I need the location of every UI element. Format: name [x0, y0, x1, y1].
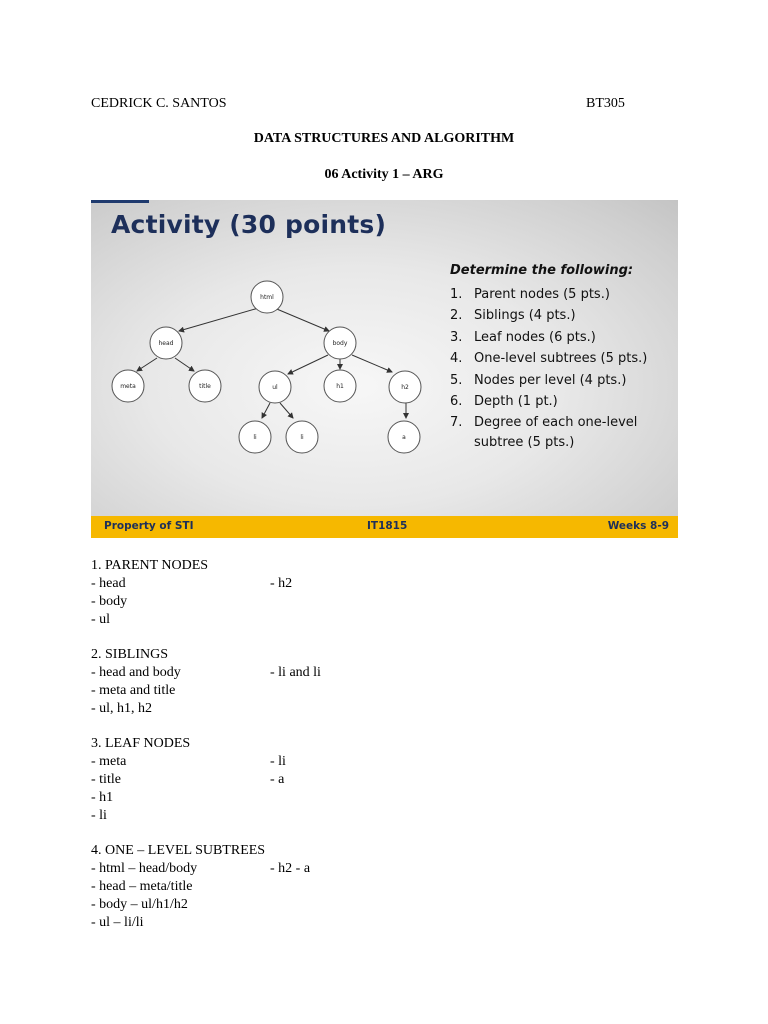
answer-item: - meta — [91, 754, 127, 769]
question-number: 1. — [450, 287, 463, 302]
answer-item: - h2 — [270, 576, 293, 591]
tree-label-h1: h1 — [336, 383, 344, 390]
answer-item: - ul — [91, 612, 111, 627]
answer-item: - a — [270, 772, 285, 787]
tree-label-ul: ul — [272, 384, 278, 391]
slide-footer — [91, 516, 678, 538]
answer-item: - head – meta/title — [91, 879, 193, 894]
tree-label-meta: meta — [120, 383, 136, 390]
question-text: Leaf nodes (6 pts.) — [474, 329, 596, 345]
question-text: Nodes per level (4 pts.) — [474, 372, 627, 388]
answer-item: - body – ul/h1/h2 — [91, 897, 188, 912]
question-text: Depth (1 pt.) — [474, 393, 558, 409]
activity-slide — [91, 200, 678, 538]
answer-item: - body — [91, 594, 128, 609]
answer-item: - li — [91, 808, 107, 823]
answer-item: - head — [91, 576, 126, 591]
question-item — [450, 348, 647, 369]
section-code: BT305 — [586, 96, 625, 111]
edge-body-h2 — [352, 355, 392, 372]
footer-course-code: IT1815 — [367, 520, 408, 532]
student-name: CEDRICK C. SANTOS — [91, 96, 227, 111]
question-item — [450, 327, 647, 348]
answer-item: - head and body — [91, 665, 181, 680]
question-item — [450, 391, 647, 412]
activity-title: 06 Activity 1 – ARG — [324, 167, 444, 182]
edge-head-meta — [137, 358, 157, 371]
question-heading: Determine the following: — [450, 263, 634, 278]
question-item — [450, 305, 647, 326]
question-number: 4. — [450, 351, 463, 367]
section-leaf-nodes-heading: 3. LEAF NODES — [91, 736, 191, 751]
tree-label-title: title — [199, 383, 211, 390]
question-number: 7. — [450, 415, 463, 431]
edge-body-ul — [288, 355, 328, 374]
answer-item: - html – head/body — [91, 861, 198, 876]
section-parent-nodes-heading: 1. PARENT NODES — [91, 558, 209, 573]
question-number: 5. — [450, 372, 463, 388]
question-text: One-level subtrees (5 pts.) — [474, 351, 648, 367]
tree-label-h2: h2 — [401, 384, 409, 391]
tree-label-body: body — [332, 340, 348, 347]
answer-item: - ul, h1, h2 — [91, 701, 153, 716]
course-title: DATA STRUCTURES AND ALGORITHM — [253, 131, 515, 146]
answer-item: - h1 — [91, 790, 114, 805]
edge-html-body — [272, 307, 329, 331]
edge-head-title — [175, 358, 194, 371]
answer-item: - meta and title — [91, 683, 176, 698]
question-list — [450, 284, 647, 434]
tree-label-li-2: li — [300, 434, 304, 441]
section-one-level-subtrees-heading: 4. ONE – LEVEL SUBTREES — [91, 843, 266, 858]
edge-ul-li1 — [262, 403, 270, 418]
tree-label-head: head — [158, 340, 174, 347]
tree-label-html: html — [260, 294, 274, 301]
edge-ul-li2 — [280, 403, 293, 418]
question-7-continued: subtree (5 pts.) — [474, 435, 575, 450]
tree-label-li-1: li — [253, 434, 257, 441]
answer-item: - li and li — [270, 665, 321, 680]
question-text: Degree of each one-level — [474, 415, 638, 431]
question-number: 2. — [450, 308, 463, 324]
question-item — [450, 412, 647, 433]
question-text: Siblings (4 pts.) — [474, 308, 576, 324]
edge-html-head — [179, 307, 262, 331]
footer-property: Property of STI — [104, 520, 194, 532]
tree-label-a: a — [402, 434, 406, 441]
answer-item: - h2 - a — [270, 861, 311, 876]
answer-item: - ul – li/li — [91, 915, 144, 930]
answer-item: - title — [91, 772, 121, 787]
question-number: 6. — [450, 393, 463, 409]
question-text: Parent nodes (5 pts.) — [474, 287, 610, 302]
answer-item: - li — [270, 754, 286, 769]
footer-weeks: Weeks 8-9 — [607, 520, 669, 532]
question-number: 3. — [450, 329, 463, 345]
question-item — [450, 284, 647, 305]
section-siblings-heading: 2. SIBLINGS — [91, 647, 169, 662]
question-item — [450, 370, 647, 391]
slide-title: Activity (30 points) — [111, 210, 387, 239]
